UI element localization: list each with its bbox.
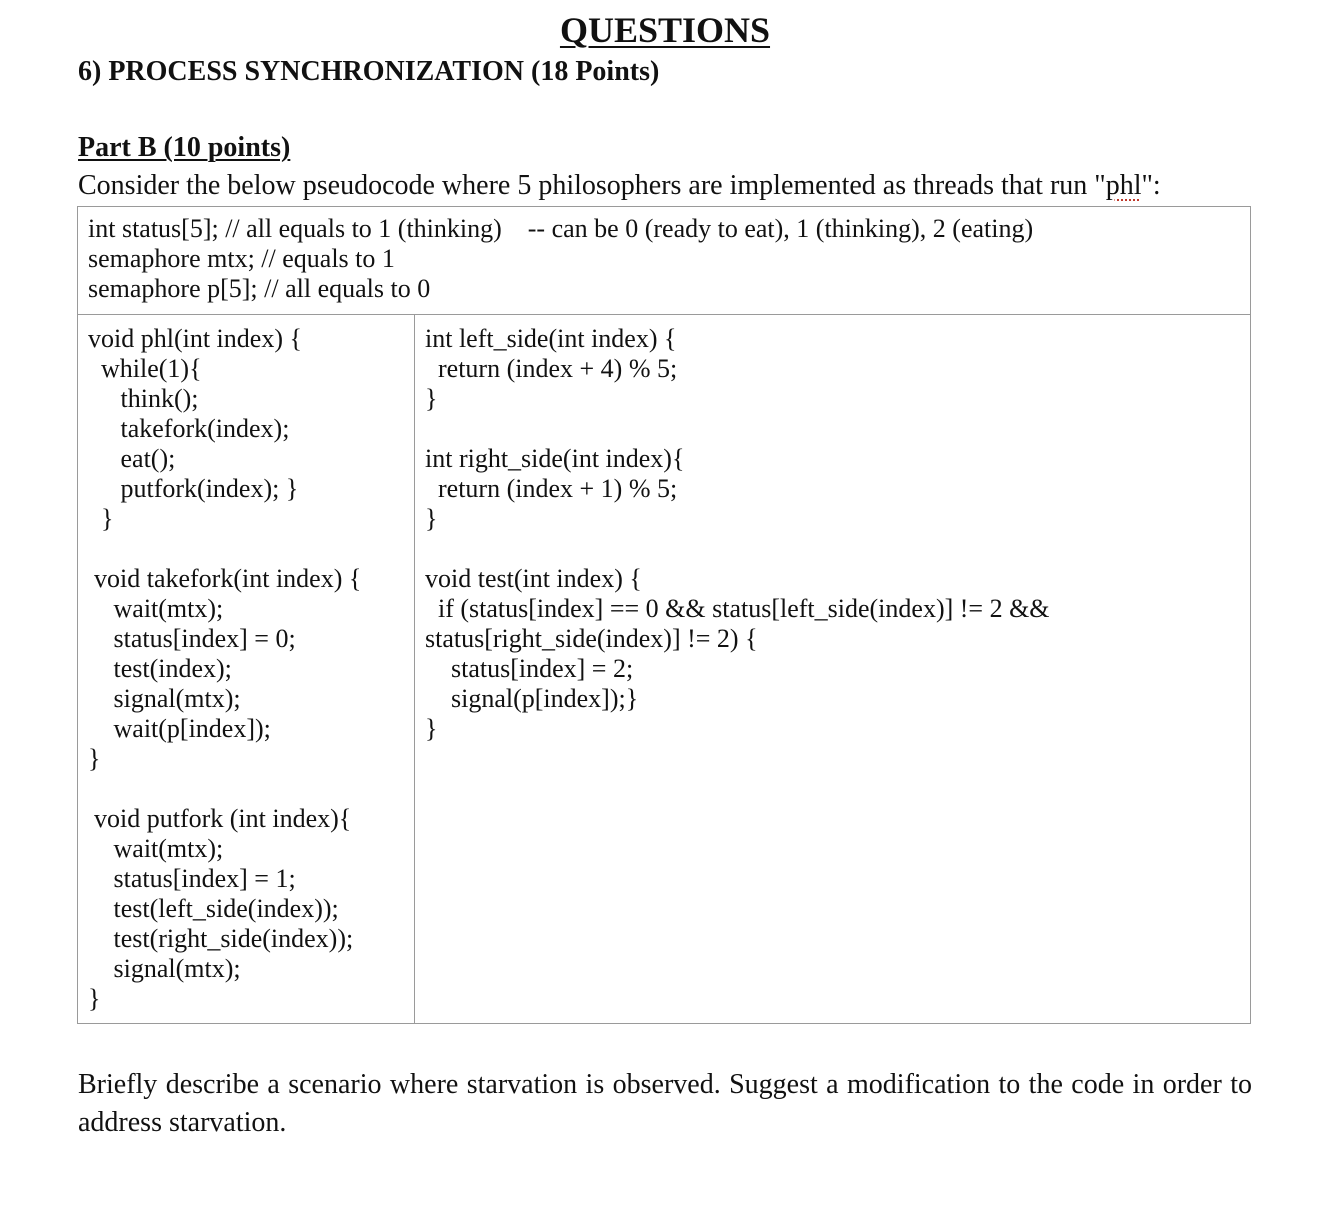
code-line-phl: eat(); xyxy=(88,444,176,473)
code-line-phl: void phl(int index) { xyxy=(88,324,302,353)
code-line-takefork: wait(p[index]); xyxy=(94,714,271,743)
intro-text xyxy=(78,166,1161,206)
code-line-test: status[right_side(index)] != 2) { xyxy=(425,624,758,653)
code-line-putfork: status[index] = 1; xyxy=(94,864,296,893)
code-line-test: void test(int index) { xyxy=(425,564,642,593)
table-column-divider xyxy=(414,314,415,1024)
code-line-test: } xyxy=(425,714,438,743)
code-line-putfork: test(right_side(index)); xyxy=(94,924,354,953)
section-heading: 6) PROCESS SYNCHRONIZATION (18 Points) xyxy=(78,56,660,87)
globals-line: semaphore mtx; // equals to 1 xyxy=(88,244,395,273)
code-line-right-side: } xyxy=(425,504,438,533)
globals-line: semaphore p[5]; // all equals to 0 xyxy=(88,274,431,303)
globals-line: int status[5]; // all equals to 1 (thinking) -- can be 0 (ready to eat), 1 (thinking), 2 (eating) xyxy=(88,214,1034,243)
code-line-test: if (status[index] == 0 && status[left_side(index)] != 2 && xyxy=(425,594,1050,623)
code-line-phl: putfork(index); } xyxy=(88,474,299,503)
code-line-left-side: int left_side(int index) { xyxy=(425,324,677,353)
code-line-putfork: void putfork (int index){ xyxy=(94,804,352,833)
part-heading: Part B (10 points) xyxy=(78,132,291,163)
intro-text-end: ": xyxy=(1141,170,1161,201)
code-line-putfork: wait(mtx); xyxy=(94,834,224,863)
code-line-phl: think(); xyxy=(88,384,199,413)
code-line-takefork: signal(mtx); xyxy=(94,684,241,713)
intro-phl-term: phl xyxy=(1105,170,1142,201)
code-line-takefork: status[index] = 0; xyxy=(94,624,296,653)
code-line-right-side: return (index + 1) % 5; xyxy=(425,474,678,503)
code-line-phl: while(1){ xyxy=(88,354,202,383)
code-line-left-side: } xyxy=(425,384,438,413)
code-line-putfork: test(left_side(index)); xyxy=(94,894,339,923)
table-row-divider xyxy=(77,314,1251,315)
code-line-left-side: return (index + 4) % 5; xyxy=(425,354,678,383)
code-line-putfork: signal(mtx); xyxy=(94,954,241,983)
code-line-phl: } xyxy=(88,504,114,533)
code-line-putfork: } xyxy=(88,984,101,1013)
code-line-test: signal(p[index]);} xyxy=(425,684,639,713)
code-line-takefork: test(index); xyxy=(94,654,232,683)
code-line-takefork: void takefork(int index) { xyxy=(94,564,362,593)
question-text: Briefly describe a scenario where starvation is observed. Suggest a modification to the code in order to address starvation. xyxy=(78,1069,1252,1138)
page-title: QUESTIONS xyxy=(559,10,771,50)
code-line-takefork: wait(mtx); xyxy=(94,594,224,623)
code-line-phl: takefork(index); xyxy=(88,414,290,443)
intro-text-start: Consider the below pseudocode where 5 philosophers are implemented as threads that run " xyxy=(78,170,1106,201)
code-line-takefork: } xyxy=(88,744,101,773)
code-line-right-side: int right_side(int index){ xyxy=(425,444,685,473)
code-line-test: status[index] = 2; xyxy=(425,654,634,683)
